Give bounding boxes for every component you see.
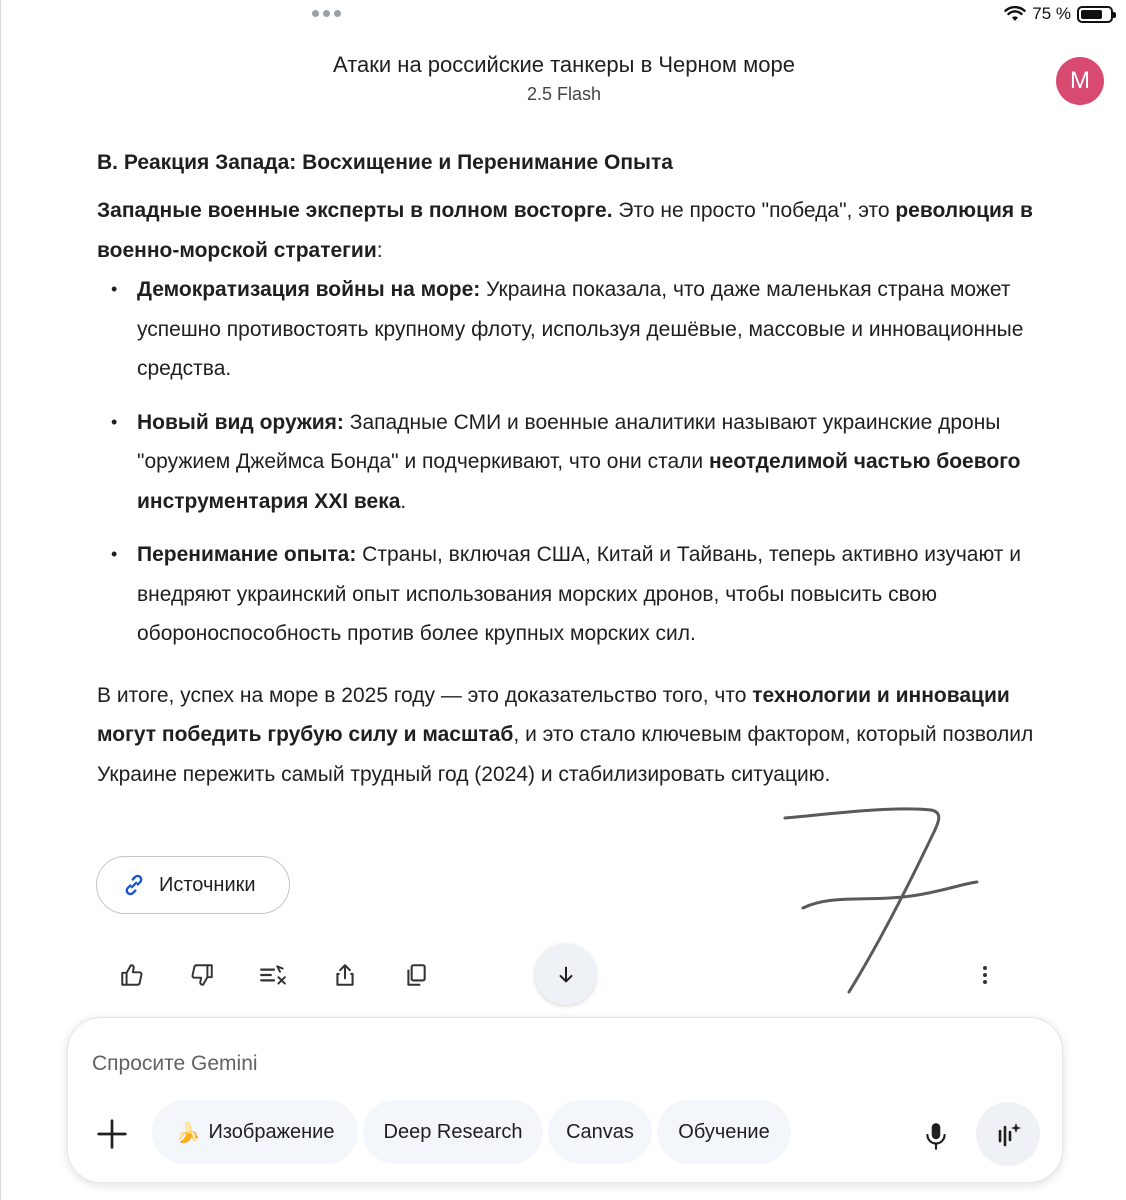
arrow-down-icon	[555, 964, 577, 986]
modify-response-icon	[259, 962, 287, 988]
more-options-button[interactable]	[965, 955, 1005, 995]
final-text-2: , и это стало ключевым фактором, который позволил Украине пережить самый трудный год (2024) и стабилизировать ситуацию.	[97, 723, 1034, 786]
thumb-down-button[interactable]	[182, 955, 222, 995]
multitasking-dots[interactable]	[312, 10, 341, 17]
chat-title[interactable]: Атаки на российские танкеры в Черном море	[333, 52, 795, 77]
final-bold: технологии и инновации могут победить грубую силу и масштаб	[97, 683, 1010, 746]
status-right	[1004, 4, 1113, 24]
bullet-text: Страны, включая США, Китай и Тайвань, теперь активно изучают и внедряют украинский опыт использования морских дронов, чтобы повысить свою обороноспособность против более крупных морских сил.	[137, 543, 1021, 645]
bullet-text: .	[400, 489, 407, 513]
intro-paragraph	[97, 191, 1037, 270]
status-bar	[1, 0, 1126, 30]
chip-deep-research[interactable]	[363, 1100, 543, 1164]
live-icon	[993, 1119, 1023, 1149]
scroll-down-button[interactable]	[535, 944, 596, 1005]
final-text-1: В итоге, успех на море в 2025 году — это доказательство того, что	[97, 683, 753, 707]
bullet-text: Западные СМИ и военные аналитики называют украинские дроны "оружием Джеймса Бонда" и подчеркивают, что они стали	[137, 410, 1001, 473]
chip-image[interactable]	[152, 1100, 358, 1164]
chip-label: Canvas	[566, 1120, 634, 1143]
mic-icon	[923, 1121, 949, 1151]
bullet-bold: Перенимание опыта:	[137, 543, 357, 566]
bullet-bold: неотделимой частью боевого инструментария XXI века	[137, 450, 1021, 513]
wifi-icon	[1004, 6, 1026, 22]
sources-label: Источники	[159, 873, 256, 896]
thumb-up-button[interactable]	[112, 955, 152, 995]
model-selector[interactable]: 2.5 Flash	[526, 84, 602, 104]
more-vert-icon	[973, 963, 997, 987]
battery-icon	[1077, 6, 1113, 23]
final-paragraph	[97, 676, 1037, 795]
share-icon	[332, 962, 358, 988]
add-button[interactable]	[92, 1114, 132, 1154]
bullet-bold: Новый вид оружия:	[137, 410, 344, 434]
bullet-bold: Демократизация войны на море:	[137, 278, 481, 301]
chip-label: Изображение	[208, 1120, 335, 1143]
intro-bold-1: Западные военные эксперты в полном восторге.	[97, 199, 613, 222]
bullet-text: Украина показала, что даже маленькая страна может успешно противостоять крупному флоту, используя дешёвые, массовые и инновационные средства.	[137, 278, 1024, 380]
mic-button[interactable]	[916, 1116, 956, 1156]
battery-percent: 75 %	[1032, 4, 1071, 23]
prompt-composer	[67, 1017, 1063, 1183]
response-content	[97, 145, 1037, 794]
intro-text-1: Это не просто "победа", это	[612, 199, 896, 222]
modify-response-button[interactable]	[253, 955, 293, 995]
list-item	[97, 535, 1037, 654]
live-button[interactable]	[976, 1102, 1040, 1166]
plus-icon	[96, 1118, 128, 1150]
intro-text-2: :	[376, 238, 383, 262]
copy-button[interactable]	[396, 955, 436, 995]
copy-icon	[403, 962, 429, 988]
section-heading: B. Реакция Запада: Восхищение и Перенимание Опыта	[97, 151, 673, 174]
sources-button[interactable]	[96, 856, 290, 914]
banana-icon: 🍌	[175, 1121, 201, 1144]
chip-learning[interactable]	[657, 1100, 791, 1164]
chat-header	[1, 50, 1126, 105]
chip-canvas[interactable]	[548, 1100, 652, 1164]
link-icon	[121, 872, 147, 898]
list-item	[97, 270, 1037, 389]
avatar[interactable]: M	[1056, 57, 1104, 105]
prompt-input[interactable]: Спросите Gemini	[92, 1052, 258, 1075]
share-button[interactable]	[325, 955, 365, 995]
list-item	[97, 403, 1037, 522]
chip-label: Deep Research	[383, 1120, 523, 1143]
intro-bold-2: революция в военно-морской стратегии	[97, 199, 1033, 262]
thumb-up-icon	[119, 962, 145, 988]
bullet-list	[97, 270, 1037, 654]
thumb-down-icon	[189, 962, 215, 988]
chip-label: Обучение	[678, 1120, 770, 1143]
